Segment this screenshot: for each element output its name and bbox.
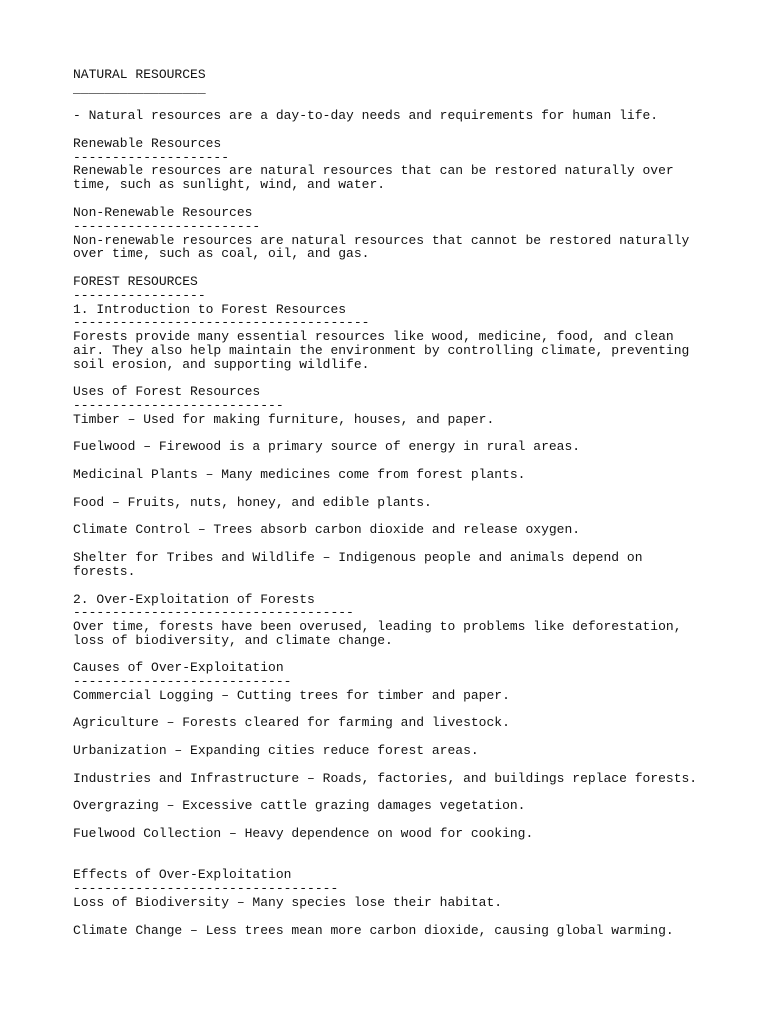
section-heading-forest: FOREST RESOURCES: [73, 274, 198, 289]
list-item: Medicinal Plants – Many medicines come from forest plants.: [73, 467, 526, 482]
section-rule: ---------------------------: [73, 398, 284, 413]
list-item: Industries and Infrastructure – Roads, factories, and buildings replace forests.: [73, 771, 698, 786]
list-item: Climate Control – Trees absorb carbon dioxide and release oxygen.: [73, 522, 581, 537]
subsection-heading-effects: Effects of Over-Exploitation: [73, 867, 292, 882]
list-item: Fuelwood Collection – Heavy dependence on wood for cooking.: [73, 826, 534, 841]
section-rule: ------------------------------------: [73, 605, 354, 620]
paragraph-line: air. They also help maintain the environment by controlling climate, preventing: [73, 343, 690, 358]
paragraph-line: Renewable resources are natural resources that can be restored naturally over: [73, 163, 674, 178]
document-title: NATURAL RESOURCES: [73, 67, 206, 82]
subsection-heading-introduction: 1. Introduction to Forest Resources: [73, 302, 347, 317]
section-rule: --------------------------------------: [73, 315, 370, 330]
list-item: Agriculture – Forests cleared for farming and livestock.: [73, 715, 510, 730]
section-heading-renewable: Renewable Resources: [73, 136, 222, 151]
list-item: Timber – Used for making furniture, houses, and paper.: [73, 412, 495, 427]
section-rule: ------------------------: [73, 219, 261, 234]
intro-text: - Natural resources are a day-to-day needs and requirements for human life.: [73, 108, 659, 123]
list-item: Fuelwood – Firewood is a primary source of energy in rural areas.: [73, 439, 581, 454]
list-item: Loss of Biodiversity – Many species lose their habitat.: [73, 895, 503, 910]
paragraph-line: soil erosion, and supporting wildlife.: [73, 357, 370, 372]
subsection-heading-causes: Causes of Over-Exploitation: [73, 660, 284, 675]
paragraph-line: Over time, forests have been overused, leading to problems like deforestation,: [73, 619, 682, 634]
list-item: Urbanization – Expanding cities reduce forest areas.: [73, 743, 479, 758]
paragraph-line: time, such as sunlight, wind, and water.: [73, 177, 386, 192]
title-underline: _________________: [73, 81, 206, 96]
list-item: Overgrazing – Excessive cattle grazing damages vegetation.: [73, 798, 526, 813]
section-rule: ----------------------------------: [73, 881, 339, 896]
section-rule: -----------------: [73, 288, 206, 303]
section-heading-non-renewable: Non-Renewable Resources: [73, 205, 253, 220]
paragraph-line: over time, such as coal, oil, and gas.: [73, 246, 370, 261]
subsection-heading-over-exploitation: 2. Over-Exploitation of Forests: [73, 592, 315, 607]
list-item: Commercial Logging – Cutting trees for timber and paper.: [73, 688, 510, 703]
list-item: Shelter for Tribes and Wildlife – Indigenous people and animals depend on: [73, 550, 643, 565]
paragraph-line: Non-renewable resources are natural resources that cannot be restored naturally: [73, 233, 690, 248]
paragraph-line: Forests provide many essential resources like wood, medicine, food, and clean: [73, 329, 674, 344]
section-rule: --------------------: [73, 150, 230, 165]
section-rule: ----------------------------: [73, 674, 292, 689]
list-item: Food – Fruits, nuts, honey, and edible plants.: [73, 495, 432, 510]
paragraph-line: loss of biodiversity, and climate change.: [73, 633, 393, 648]
list-item-continued: forests.: [73, 564, 136, 579]
list-item: Climate Change – Less trees mean more carbon dioxide, causing global warming.: [73, 923, 674, 938]
subsection-heading-uses: Uses of Forest Resources: [73, 384, 261, 399]
